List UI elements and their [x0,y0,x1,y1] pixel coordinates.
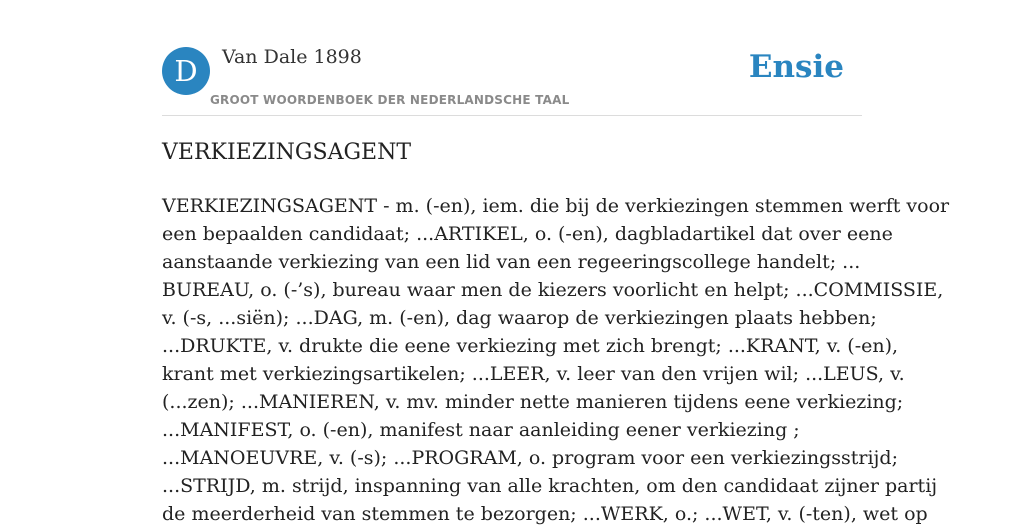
definition-line: BUREAU, o. (-’s), bureau waar men de kiezers voorlicht en helpt; ...COMMISSIE, [162,279,944,301]
entry-headword: VERKIEZINGSAGENT [162,140,412,165]
definition-line: (...zen); ...MANIEREN, v. mv. minder nette manieren tijdens eene verkiezing; [162,391,904,413]
definition-line: een bepaalden candidaat; ...ARTIKEL, o. (-en), dagbladartikel dat over eene [162,223,893,245]
definition-line: ...STRIJD, m. strijd, inspanning van alle krachten, om den candidaat zijner partij [162,475,938,497]
source-subtitle: GROOT WOORDENBOEK DER NEDERLANDSCHE TAAL [210,93,570,107]
definition-line: krant met verkiezingsartikelen; ...LEER, v. leer van den vrijen wil; ...LEUS, v. [162,363,905,385]
definition-line: ...MANIFEST, o. (-en), manifest naar aanleiding eener verkiezing ; [162,419,800,441]
source-header [162,40,862,116]
definition-line: de meerderheid van stemmen te bezorgen; ...WERK, o.; ...WET, v. (-ten), wet op [162,503,928,525]
source-logo-icon: D [162,47,210,95]
ensie-logo-link[interactable]: Ensie [748,49,844,85]
definition-line: v. (-s, ...siën); ...DAG, m. (-en), dag waarop de verkiezingen plaats hebben; [162,307,877,329]
source-title[interactable]: Van Dale 1898 [222,46,362,68]
definition-line: ...MANOEUVRE, v. (-s); ...PROGRAM, o. program voor een verkiezingsstrijd; [162,447,898,469]
definition-line: ...DRUKTE, v. drukte die eene verkiezing met zich brengt; ...KRANT, v. (-en), [162,335,899,357]
entry-definition [162,192,950,528]
definition-line: VERKIEZINGSAGENT - m. (-en), iem. die bij de verkiezingen stemmen werft voor [162,195,950,217]
definition-line: aanstaande verkiezing van een lid van een regeeringscollege handelt; ... [162,251,861,273]
